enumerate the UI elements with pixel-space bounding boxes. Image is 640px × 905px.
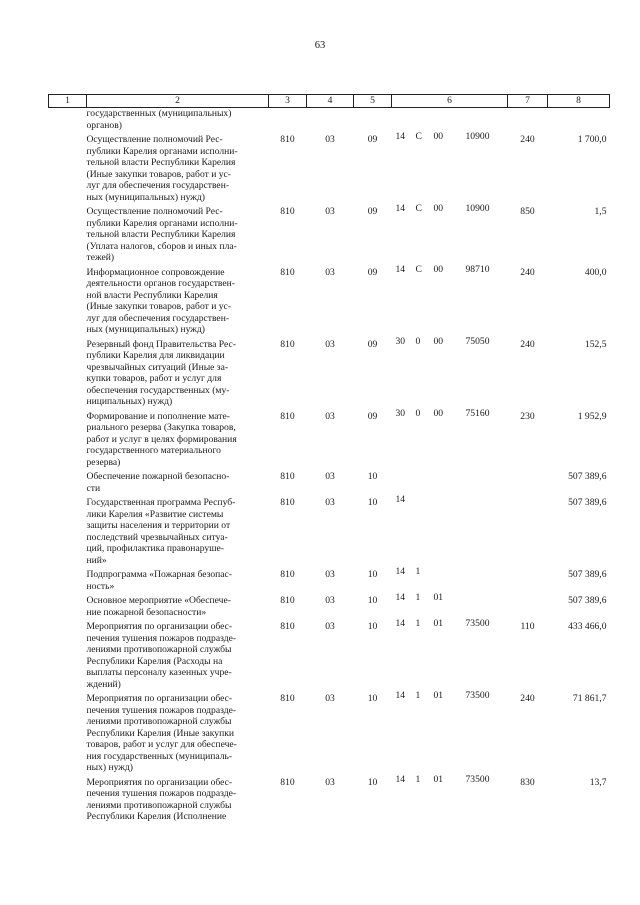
row-number-cell bbox=[49, 690, 87, 774]
expense-type-code bbox=[508, 468, 548, 494]
target-article-part: 01 bbox=[433, 618, 444, 629]
description-line: ной власти Республики Карелия bbox=[86, 289, 218, 301]
description-line: Республики Карелия (Расходы на bbox=[86, 655, 223, 667]
description-line: тежей) bbox=[86, 252, 115, 263]
column-header: 4 bbox=[307, 95, 354, 108]
subsection-code: 10 bbox=[367, 595, 378, 606]
description-line: (Иные закупки товаров, работ и ус- bbox=[86, 168, 231, 180]
description-line: Резервный фонд Правительства Рес- bbox=[86, 338, 236, 350]
target-article-part: 1 bbox=[415, 773, 421, 785]
expense-type-code bbox=[508, 566, 548, 592]
target-article-code bbox=[392, 336, 508, 408]
section-code: 03 bbox=[325, 595, 335, 606]
description-line: деятельности органов государствен- bbox=[86, 278, 235, 289]
target-article-part: С bbox=[415, 203, 422, 214]
ministry-code: 810 bbox=[280, 569, 295, 580]
target-article-part: 00 bbox=[433, 263, 444, 275]
row-description bbox=[87, 108, 269, 132]
target-article-part: 00 bbox=[433, 131, 444, 142]
amount-value: 1,5 bbox=[594, 206, 607, 217]
description-line: Мероприятия по организации обес- bbox=[86, 693, 233, 704]
description-line: ций, профилактика правонаруше- bbox=[86, 543, 225, 554]
target-article-part: 14 bbox=[395, 203, 406, 214]
description-line: Республики Карелия (Иные закупки bbox=[86, 727, 235, 739]
target-article-part: 0 bbox=[415, 335, 421, 347]
description-line: лениями противопожарной службы bbox=[86, 644, 232, 655]
description-line: Республики Карелия (Исполнение bbox=[86, 811, 227, 822]
target-article-part: 73500 bbox=[465, 690, 490, 701]
amount-value: 400,0 bbox=[584, 266, 607, 278]
table-row bbox=[49, 494, 610, 566]
description-line: работ и услуг в целях формирования bbox=[86, 433, 237, 445]
target-article-code bbox=[392, 566, 508, 592]
ministry-code: 810 bbox=[280, 776, 295, 788]
description-line: лики Карелия «Развитие системы bbox=[86, 508, 224, 520]
description-line: чрезвычайных ситуаций (Иные за- bbox=[86, 361, 229, 373]
description-line: купки товаров, работ и услуг для bbox=[86, 373, 222, 384]
target-article-part: 00 bbox=[433, 407, 444, 419]
expense-type-code: 240 bbox=[520, 266, 535, 278]
target-article-part: 01 bbox=[433, 690, 444, 701]
description-line: ждений) bbox=[86, 678, 121, 690]
target-article-part: 1 bbox=[415, 618, 421, 629]
table-header bbox=[49, 95, 610, 108]
description-line: товаров, работ и услуг для обеспече- bbox=[86, 739, 237, 750]
description-line: Формирование и пополнение мате- bbox=[86, 410, 230, 422]
description-line: Подпрограмма «Пожарная безопас- bbox=[86, 569, 232, 580]
row-number-cell bbox=[49, 774, 87, 823]
subsection-code bbox=[354, 108, 392, 132]
column-header: 7 bbox=[508, 95, 548, 108]
ministry-code: 810 bbox=[280, 693, 295, 704]
target-article-part: 1 bbox=[415, 690, 421, 701]
section-code: 03 bbox=[325, 338, 335, 350]
table-body bbox=[49, 108, 610, 823]
target-article-part: 01 bbox=[433, 773, 444, 785]
section-code: 03 bbox=[325, 410, 335, 422]
amount-value: 507 389,6 bbox=[568, 595, 607, 606]
ministry-code: 810 bbox=[280, 621, 295, 632]
amount-value: 433 466,0 bbox=[568, 621, 607, 632]
target-article-part: С bbox=[415, 263, 422, 275]
description-line: резерва) bbox=[86, 456, 121, 468]
description-line: ния государственных (муниципаль- bbox=[86, 750, 233, 762]
target-article-code bbox=[392, 618, 508, 690]
section-code: 03 bbox=[325, 497, 335, 508]
description-line: луг для обеспечения государствен- bbox=[86, 312, 230, 324]
column-header: 5 bbox=[354, 95, 392, 108]
ministry-code: 810 bbox=[280, 338, 295, 350]
description-line: Мероприятия по организации обес- bbox=[86, 776, 233, 788]
description-line: риального резерва (Закупка товаров, bbox=[86, 422, 236, 433]
row-number-cell bbox=[49, 408, 87, 469]
section-code: 03 bbox=[325, 569, 335, 580]
row-description bbox=[87, 468, 269, 494]
row-number-cell bbox=[49, 108, 87, 132]
target-article-part: 14 bbox=[395, 494, 406, 505]
amount-value: 1 700,0 bbox=[577, 134, 607, 145]
subsection-code: 10 bbox=[367, 776, 378, 788]
row-number-cell bbox=[49, 468, 87, 494]
description-line: государственных (муниципальных) bbox=[86, 108, 232, 119]
column-header: 3 bbox=[269, 95, 307, 108]
row-description bbox=[87, 566, 269, 592]
description-line: ние пожарной безопасности» bbox=[86, 606, 207, 618]
expense-type-code: 240 bbox=[520, 134, 535, 145]
ministry-code: 810 bbox=[280, 410, 295, 422]
section-code: 03 bbox=[325, 206, 335, 217]
expense-type-code: 830 bbox=[520, 776, 535, 788]
target-article-code bbox=[392, 468, 508, 494]
expense-type-code: 240 bbox=[520, 338, 535, 350]
header-row bbox=[49, 95, 610, 108]
description-line: луг для обеспечения государствен- bbox=[86, 180, 230, 191]
section-code: 03 bbox=[325, 134, 335, 145]
expense-type-code bbox=[508, 494, 548, 566]
row-description bbox=[87, 264, 269, 336]
target-article-code bbox=[392, 774, 508, 823]
description-line: лениями противопожарной службы bbox=[86, 716, 232, 727]
ministry-code: 810 bbox=[280, 497, 295, 508]
target-article-code bbox=[392, 408, 508, 469]
row-description bbox=[87, 131, 269, 203]
row-number-cell bbox=[49, 203, 87, 264]
target-article-part: 75050 bbox=[465, 335, 490, 347]
column-header: 1 bbox=[49, 95, 87, 108]
column-header: 8 bbox=[548, 95, 610, 108]
amount-value: 1 952,9 bbox=[577, 410, 607, 422]
amount-value: 71 861,7 bbox=[572, 693, 607, 704]
amount-value: 507 389,6 bbox=[568, 497, 607, 508]
table-row bbox=[49, 592, 610, 618]
table-row bbox=[49, 203, 610, 264]
table-row bbox=[49, 774, 610, 823]
description-line: тельной власти Республики Карелия bbox=[86, 229, 236, 240]
subsection-code: 10 bbox=[367, 497, 378, 508]
description-line: обеспечения государственных (му- bbox=[86, 384, 230, 396]
subsection-code: 10 bbox=[367, 693, 378, 704]
section-code: 03 bbox=[325, 693, 335, 704]
target-article-part: 00 bbox=[433, 335, 444, 347]
description-line: (Иные закупки товаров, работ и ус- bbox=[86, 301, 231, 312]
description-line: ных (муниципальных) нужд) bbox=[86, 191, 205, 203]
description-line: печения тушения пожаров подразде- bbox=[86, 788, 237, 799]
table-row bbox=[49, 264, 610, 336]
subsection-code: 09 bbox=[367, 266, 378, 278]
table-row bbox=[49, 690, 610, 774]
target-article-part: 1 bbox=[415, 566, 421, 577]
row-number-cell bbox=[49, 566, 87, 592]
row-description bbox=[87, 336, 269, 408]
ministry-code: 810 bbox=[280, 266, 295, 278]
description-line: публики Карелия органами исполни- bbox=[86, 217, 238, 229]
target-article-part: 14 bbox=[395, 131, 406, 142]
description-line: тельной власти Республики Карелия bbox=[86, 157, 236, 168]
ministry-code: 810 bbox=[280, 206, 295, 217]
target-article-code bbox=[392, 592, 508, 618]
expense-type-code: 240 bbox=[520, 693, 535, 704]
expense-type-code bbox=[508, 108, 548, 132]
expense-type-code bbox=[508, 592, 548, 618]
target-article-part: 14 bbox=[395, 618, 406, 629]
table-row bbox=[49, 408, 610, 469]
row-number-cell bbox=[49, 131, 87, 203]
section-code: 03 bbox=[325, 471, 335, 482]
amount-value: 507 389,6 bbox=[568, 569, 607, 580]
target-article-part: 30 bbox=[395, 407, 406, 419]
section-code: 03 bbox=[325, 266, 335, 278]
ministry-code: 810 bbox=[280, 134, 295, 145]
target-article-part: 14 bbox=[395, 263, 406, 275]
description-line: ных (муниципальных) нужд) bbox=[86, 324, 205, 335]
row-description bbox=[87, 618, 269, 690]
target-article-part: 14 bbox=[395, 773, 406, 785]
description-line: ных) нужд) bbox=[86, 762, 133, 773]
subsection-code: 09 bbox=[367, 134, 378, 145]
table-row bbox=[49, 336, 610, 408]
subsection-code: 09 bbox=[367, 410, 378, 422]
description-line: государственного материального bbox=[86, 445, 221, 456]
section-code bbox=[307, 108, 354, 132]
row-description bbox=[87, 774, 269, 823]
target-article-part: 1 bbox=[415, 592, 421, 603]
page-number: 63 bbox=[314, 40, 326, 51]
description-line: Основное мероприятие «Обеспече- bbox=[86, 595, 231, 606]
subsection-code: 10 bbox=[367, 621, 378, 632]
target-article-code bbox=[392, 203, 508, 264]
description-line: сти bbox=[86, 482, 101, 494]
description-line: публики Карелия органами исполни- bbox=[86, 145, 238, 157]
description-line: выплаты персоналу казенных учре- bbox=[86, 667, 232, 678]
target-article-code bbox=[392, 108, 508, 132]
expense-type-code: 230 bbox=[520, 410, 535, 422]
section-code: 03 bbox=[325, 621, 335, 632]
column-header: 2 bbox=[87, 95, 269, 108]
column-header: 6 bbox=[392, 95, 508, 108]
row-description bbox=[87, 203, 269, 264]
ministry-code: 810 bbox=[280, 471, 295, 482]
row-description bbox=[87, 690, 269, 774]
description-line: ний» bbox=[86, 554, 107, 566]
expense-type-code: 850 bbox=[520, 206, 535, 217]
target-article-part: 0 bbox=[415, 407, 421, 419]
target-article-code bbox=[392, 131, 508, 203]
target-article-part: 00 bbox=[433, 203, 444, 214]
description-line: Государственная программа Респуб- bbox=[86, 497, 236, 508]
description-line: защиты населения и территории от bbox=[86, 520, 231, 531]
target-article-part: 73500 bbox=[465, 618, 490, 629]
subsection-code: 09 bbox=[367, 206, 378, 217]
ministry-code: 810 bbox=[280, 595, 295, 606]
target-article-part: 30 bbox=[395, 335, 406, 347]
description-line: органов) bbox=[86, 119, 122, 131]
subsection-code: 10 bbox=[367, 471, 378, 482]
description-line: печения тушения пожаров подразде- bbox=[86, 632, 237, 644]
row-description bbox=[87, 494, 269, 566]
description-line: Мероприятия по организации обес- bbox=[86, 621, 233, 632]
target-article-part: С bbox=[415, 131, 422, 142]
description-line: ниципальных) нужд) bbox=[86, 396, 173, 407]
target-article-part: 14 bbox=[395, 566, 406, 577]
description-line: Осуществление полномочий Рес- bbox=[86, 134, 223, 145]
expense-type-code: 110 bbox=[520, 621, 535, 632]
row-number-cell bbox=[49, 264, 87, 336]
description-line: последствий чрезвычайных ситуа- bbox=[86, 531, 228, 543]
description-line: печения тушения пожаров подразде- bbox=[86, 704, 237, 716]
row-number-cell bbox=[49, 618, 87, 690]
target-article-part: 75160 bbox=[465, 407, 490, 419]
budget-table bbox=[48, 94, 610, 823]
row-number-cell bbox=[49, 494, 87, 566]
row-number-cell bbox=[49, 336, 87, 408]
section-code: 03 bbox=[325, 776, 335, 788]
subsection-code: 10 bbox=[367, 569, 378, 580]
description-line: Информационное сопровождение bbox=[86, 266, 225, 278]
row-description bbox=[87, 408, 269, 469]
description-line: Осуществление полномочий Рес- bbox=[86, 206, 223, 217]
description-line: публики Карелия для ликвидации bbox=[86, 350, 225, 361]
target-article-part: 98710 bbox=[465, 263, 490, 275]
target-article-part: 14 bbox=[395, 690, 406, 701]
table-row bbox=[49, 468, 610, 494]
amount-value: 152,5 bbox=[584, 338, 607, 350]
amount-value: 13,7 bbox=[589, 776, 607, 788]
table-row bbox=[49, 131, 610, 203]
row-number-cell bbox=[49, 592, 87, 618]
target-article-code bbox=[392, 494, 508, 566]
target-article-code bbox=[392, 264, 508, 336]
table-row bbox=[49, 618, 610, 690]
table-row bbox=[49, 108, 610, 132]
description-line: (Уплата налогов, сборов и иных пла- bbox=[86, 240, 237, 252]
subsection-code: 09 bbox=[367, 338, 378, 350]
target-article-part: 01 bbox=[433, 592, 444, 603]
target-article-code bbox=[392, 690, 508, 774]
description-line: ность» bbox=[86, 580, 115, 592]
amount-value: 507 389,6 bbox=[568, 471, 607, 482]
amount-value bbox=[548, 108, 610, 132]
row-description bbox=[87, 592, 269, 618]
target-article-part: 10900 bbox=[465, 131, 490, 142]
table-row bbox=[49, 566, 610, 592]
target-article-part: 73500 bbox=[465, 773, 490, 785]
ministry-code bbox=[269, 108, 307, 132]
description-line: лениями противопожарной службы bbox=[86, 799, 232, 811]
description-line: Обеспечение пожарной безопасно- bbox=[86, 471, 230, 482]
target-article-part: 14 bbox=[395, 592, 406, 603]
target-article-part: 10900 bbox=[465, 203, 490, 214]
